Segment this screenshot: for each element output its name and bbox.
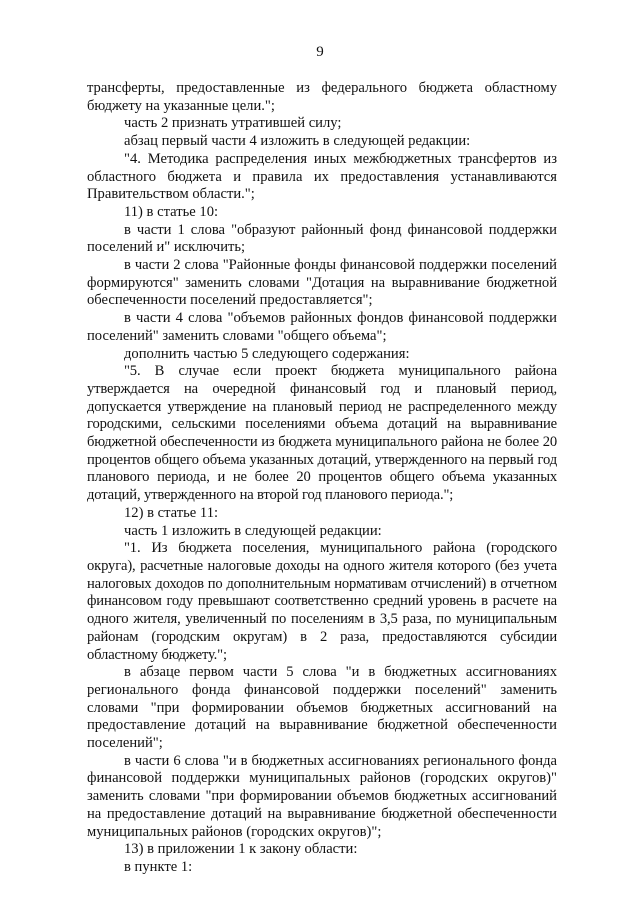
paragraph: в части 4 слова "объемов районных фондов финансовой поддержки поселений" заменить словами "общего объема"; bbox=[87, 310, 557, 344]
paragraph-item-12: 12) в статье 11: bbox=[124, 504, 219, 521]
paragraph-quote: "1. Из бюджета поселения, муниципального района (городского округа), расчетные налоговые доходы на одного жителя которого (без учета налоговых доходов по дополнительным нормативам отчислений) в отчетном финансовом году превышают соответственно средний уровень в расчете на одного жителя, увеличенный по поселениям в 3,5 раза, по муниципальным районам (городским округам) в 2 раза, предоставляются субсидии областному бюджету."; bbox=[87, 540, 557, 663]
paragraph: в абзаце первом части 5 слова "и в бюджетных ассигнованиях регионального фонда финансовой поддержки поселений" заменить словами "при формировании объемов бюджетных ассигнований на предоставление дотаций на выравнивание бюджетной обеспеченности поселений"; bbox=[87, 664, 557, 752]
paragraph: в части 6 слова "и в бюджетных ассигнованиях регионального фонда финансовой поддержки муниципальных районов (городских округов)" заменить словами "при формировании объемов бюджетных ассигнований на предоставление дотаций на выравнивание бюджетной обеспеченности муниципальных районов (городских округов)"; bbox=[87, 752, 557, 840]
paragraph: в части 2 слова "Районные фонды финансовой поддержки поселений формируются" заменить словами "Дотация на выравнивание бюджетной обеспеченности поселений предоставляется"; bbox=[87, 257, 557, 309]
paragraph: в части 1 слова "образуют районный фонд финансовой поддержки поселений и" исключить; bbox=[87, 221, 557, 256]
paragraph: дополнить частью 5 следующего содержания: bbox=[124, 345, 410, 362]
paragraph: в пункте 1: bbox=[124, 858, 193, 875]
paragraph: часть 2 признать утратившей силу; bbox=[124, 115, 342, 132]
paragraph-quote: "5. В случае если проект бюджета муниципального района утверждается на очередной финансовый год и плановый период, допускается утверждение на плановый период не распределенного между городскими, сельскими поселениями объема дотаций на выравнивание бюджетной обеспеченности из бюджета муниципального района не более 20 процентов общего объема указанных дотаций, утвержденного на первый год планового периода, и не более 20 процентов общего объема указанных дотаций, утвержденного на второй год планового периода."; bbox=[87, 363, 557, 504]
paragraph-item-11: 11) в статье 10: bbox=[124, 203, 219, 220]
paragraph-item-13: 13) в приложении 1 к закону области: bbox=[124, 841, 358, 858]
page-number: 9 bbox=[316, 44, 324, 60]
paragraph-quote: "4. Методика распределения иных межбюджетных трансфертов из областного бюджета и правила их предоставления устанавливаются Правительством области."; bbox=[87, 150, 557, 203]
paragraph-continuation: трансферты, предоставленные из федерального бюджета областному бюджету на указанные цели."; bbox=[87, 80, 557, 114]
document-body bbox=[87, 80, 557, 877]
paragraph: абзац первый части 4 изложить в следующей редакции: bbox=[124, 133, 471, 150]
paragraph: часть 1 изложить в следующей редакции: bbox=[124, 522, 382, 539]
